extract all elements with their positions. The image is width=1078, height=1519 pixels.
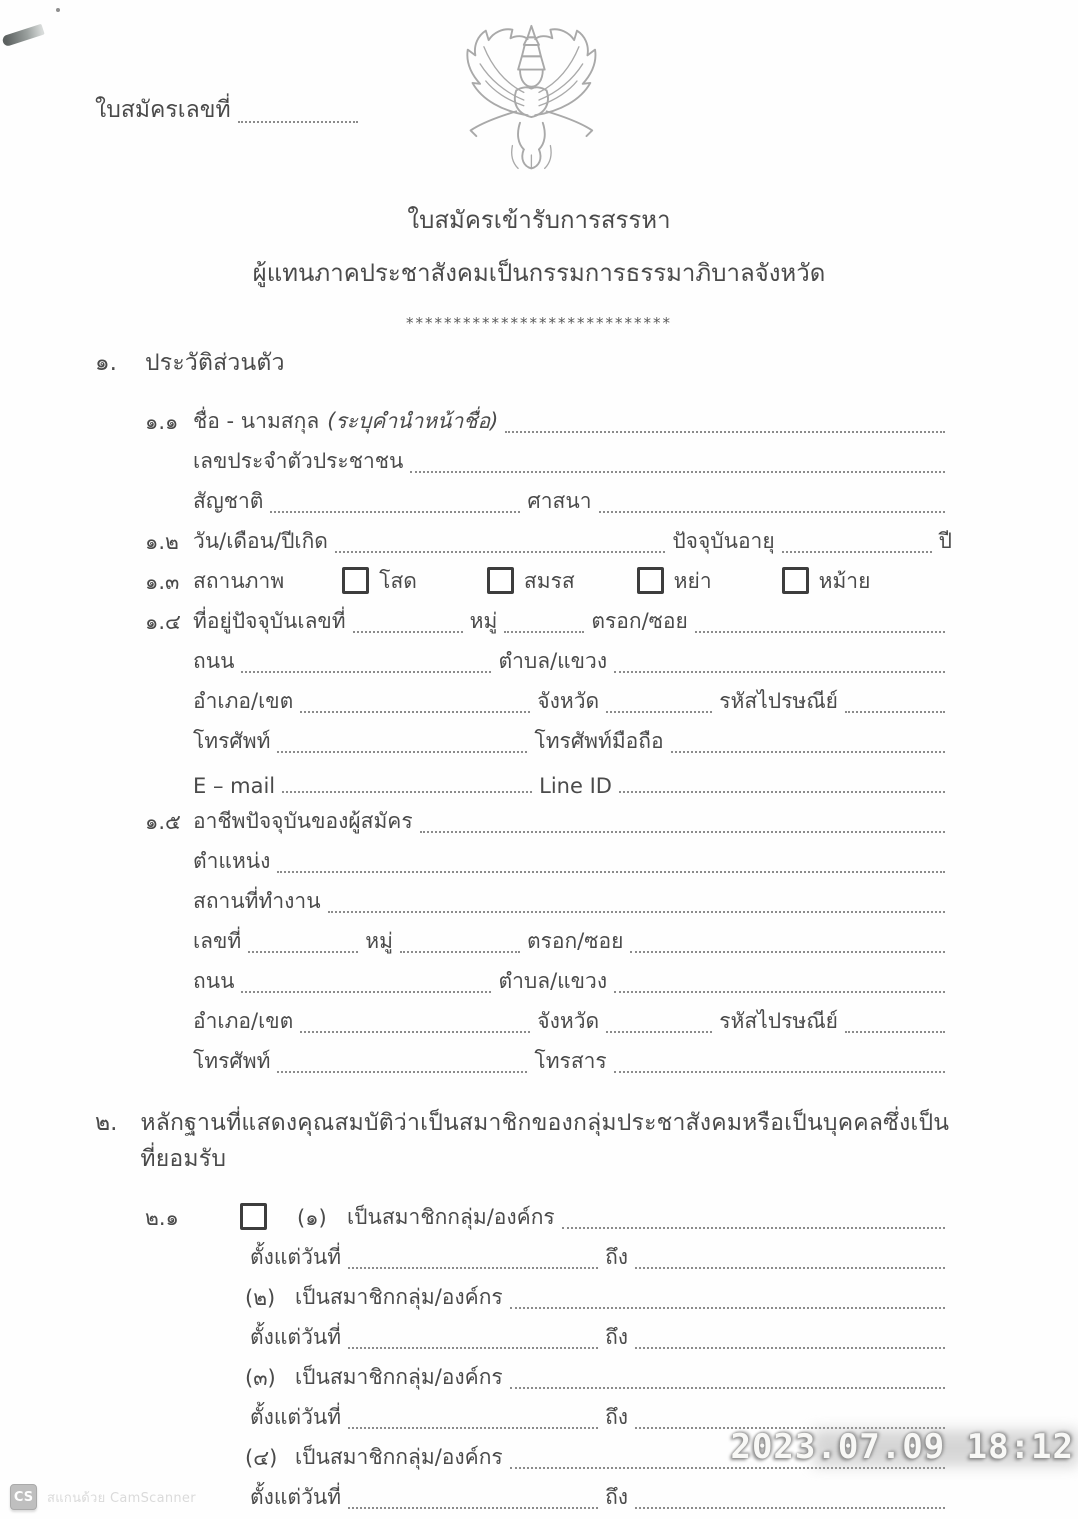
membership-1-dates <box>250 1235 952 1275</box>
section1-number: ๑. <box>95 350 117 376</box>
address-no-input[interactable] <box>353 629 463 633</box>
work-moo-label: หมู่ <box>365 929 393 953</box>
work-province-label: จังหวัด <box>537 1009 600 1033</box>
lineid-input[interactable] <box>619 789 945 793</box>
application-number-label: ใบสมัครเลขที่ <box>95 97 231 123</box>
application-number-field <box>95 92 365 129</box>
workplace-input[interactable] <box>328 909 945 913</box>
membership-2-from-input[interactable] <box>348 1345 598 1349</box>
road-label: ถนน <box>193 649 235 673</box>
membership-4-from-label: ตั้งแต่วันที่ <box>250 1485 342 1509</box>
work-moo-input[interactable] <box>400 949 520 953</box>
divorced-label: หย่า <box>673 569 712 593</box>
work-phone-label: โทรศัพท์ <box>193 1049 271 1073</box>
nationality-label: สัญชาติ <box>193 489 264 513</box>
section2-number: ๒. <box>95 1110 118 1136</box>
membership-row-1 <box>145 1195 952 1235</box>
current-age-label: ปัจจุบันอายุ <box>672 529 775 553</box>
field-row-birthdate <box>145 519 952 559</box>
status-option-married <box>487 565 575 599</box>
membership-4-to-label: ถึง <box>605 1485 629 1509</box>
field-row-occupation <box>145 799 952 839</box>
item-1-5-number: ๑.๕ <box>145 810 181 834</box>
email-label: E – mail <box>193 774 276 798</box>
field-row-position <box>193 839 952 879</box>
name-prefix-hint: (ระบุคำนำหน้าชื่อ) <box>327 409 499 433</box>
moo-input[interactable] <box>504 629 584 633</box>
section2-heading <box>95 1105 952 1177</box>
field-row-road <box>193 639 952 679</box>
work-soi-input[interactable] <box>630 949 945 953</box>
religion-input[interactable] <box>599 509 946 513</box>
name-label: ชื่อ - นามสกุล <box>193 409 320 433</box>
occupation-label: อาชีพปัจจุบันของผู้สมัคร <box>193 809 413 833</box>
camera-timestamp: 2023.07.09 18:12 <box>730 1427 1074 1467</box>
field-row-name <box>145 399 952 439</box>
subdistrict-input[interactable] <box>614 669 945 673</box>
work-soi-label: ตรอก/ซอย <box>526 929 624 953</box>
item-1-4-number: ๑.๔ <box>145 610 181 634</box>
work-subdistrict-label: ตำบล/แขวง <box>498 969 608 993</box>
membership-1-label: เป็นสมาชิกกลุ่ม/องค์กร <box>347 1205 555 1229</box>
asterisk-divider: **************************** <box>406 314 672 332</box>
membership-2-input[interactable] <box>510 1305 945 1309</box>
camscanner-logo-icon: CS <box>10 1484 37 1510</box>
membership-2-dates <box>250 1315 952 1355</box>
national-id-label: เลขประจำตัวประชาชน <box>193 449 404 473</box>
workplace-label: สถานที่ทำงาน <box>193 889 321 913</box>
province-label: จังหวัด <box>537 689 600 713</box>
membership-checkbox[interactable] <box>240 1203 267 1230</box>
membership-4-label: เป็นสมาชิกกลุ่ม/องค์กร <box>295 1445 503 1469</box>
membership-3-from-input[interactable] <box>348 1425 598 1429</box>
name-input[interactable] <box>505 429 945 433</box>
membership-row-2 <box>245 1275 952 1315</box>
membership-1-number: (๑) <box>297 1206 327 1230</box>
mobile-label: โทรศัพท์มือถือ <box>534 729 664 753</box>
membership-2-to-input[interactable] <box>635 1345 945 1349</box>
membership-2-label: เป็นสมาชิกกลุ่ม/องค์กร <box>295 1285 503 1309</box>
membership-4-to-input[interactable] <box>635 1505 945 1509</box>
item-1-3-number: ๑.๓ <box>145 570 180 594</box>
postcode-input[interactable] <box>845 709 945 713</box>
fax-input[interactable] <box>614 1069 945 1073</box>
membership-4-dates <box>250 1475 952 1515</box>
district-input[interactable] <box>300 709 530 713</box>
form-body <box>0 345 1078 1515</box>
postcode-label: รหัสไปรษณีย์ <box>719 689 838 713</box>
item-1-1-number: ๑.๑ <box>145 410 179 434</box>
marital-status-label: สถานภาพ <box>193 569 285 593</box>
field-row-work-address <box>193 919 952 959</box>
membership-1-to-input[interactable] <box>635 1265 945 1269</box>
divorced-checkbox[interactable] <box>637 567 664 594</box>
single-label: โสด <box>379 569 417 593</box>
camscanner-watermark <box>10 1484 196 1510</box>
membership-1-from-label: ตั้งแต่วันที่ <box>250 1245 342 1269</box>
form-title-line2: ผู้แทนภาคประชาสังคมเป็นกรรมการธรรมาภิบาลจังหวัด <box>252 259 826 287</box>
work-no-input[interactable] <box>248 949 358 953</box>
field-row-nationality-religion <box>193 479 952 519</box>
work-no-label: เลขที่ <box>193 929 242 953</box>
position-input[interactable] <box>277 869 945 873</box>
married-label: สมรส <box>523 569 575 593</box>
current-address-label: ที่อยู่ปัจจุบันเลขที่ <box>193 609 346 633</box>
birthdate-input[interactable] <box>335 549 665 553</box>
membership-1-from-input[interactable] <box>348 1265 598 1269</box>
subdistrict-label: ตำบล/แขวง <box>498 649 608 673</box>
road-input[interactable] <box>241 669 491 673</box>
year-unit-label: ปี <box>938 529 952 553</box>
field-row-email <box>193 759 952 799</box>
membership-3-label: เป็นสมาชิกกลุ่ม/องค์กร <box>295 1365 503 1389</box>
camscanner-text: สแกนด้วย CamScanner <box>47 1490 196 1506</box>
membership-3-number: (๓) <box>245 1366 276 1390</box>
item-1-2-number: ๑.๒ <box>145 530 179 554</box>
occupation-input[interactable] <box>420 829 945 833</box>
membership-1-input[interactable] <box>562 1225 945 1229</box>
work-postcode-input[interactable] <box>845 1029 945 1033</box>
soi-label: ตรอก/ซอย <box>591 609 688 633</box>
current-age-input[interactable] <box>782 549 932 553</box>
birthdate-label: วัน/เดือน/ปีเกิด <box>193 529 328 553</box>
status-option-single <box>342 565 417 599</box>
nationality-input[interactable] <box>270 509 520 513</box>
phone-label: โทรศัพท์ <box>193 729 271 753</box>
membership-3-from-label: ตั้งแต่วันที่ <box>250 1405 342 1429</box>
section2-title: หลักฐานที่แสดงคุณสมบัติว่าเป็นสมาชิกของกลุ่มประชาสังคมหรือเป็นบุคคลซึ่งเป็นที่ยอมรับ <box>140 1110 950 1172</box>
married-checkbox[interactable] <box>487 567 514 594</box>
section1-title: ประวัติส่วนตัว <box>145 350 285 376</box>
widowed-label: หม้าย <box>818 569 871 593</box>
membership-4-number: (๔) <box>245 1446 278 1470</box>
fax-label: โทรสาร <box>534 1049 607 1073</box>
field-row-id <box>193 439 952 479</box>
form-title-line1: ใบสมัครเข้ารับการสรรหา <box>407 206 671 234</box>
field-row-phone <box>193 719 952 759</box>
status-option-widowed <box>782 565 871 599</box>
lineid-label: Line ID <box>539 774 612 798</box>
work-district-input[interactable] <box>300 1029 530 1033</box>
position-label: ตำแหน่ง <box>193 849 271 873</box>
section1-heading <box>95 345 952 381</box>
item-2-1-number: ๒.๑ <box>145 1206 179 1230</box>
phone-input[interactable] <box>277 749 527 753</box>
work-postcode-label: รหัสไปรษณีย์ <box>719 1009 838 1033</box>
garuda-emblem-icon <box>436 24 626 180</box>
work-subdistrict-input[interactable] <box>614 989 945 993</box>
membership-2-from-label: ตั้งแต่วันที่ <box>250 1325 342 1349</box>
work-phone-input[interactable] <box>277 1069 527 1073</box>
status-option-divorced <box>637 565 712 599</box>
work-road-label: ถนน <box>193 969 235 993</box>
field-row-workplace <box>193 879 952 919</box>
field-row-work-road <box>193 959 952 999</box>
application-number-input[interactable] <box>238 119 358 123</box>
email-input[interactable] <box>282 789 532 793</box>
scan-dot-artifact <box>56 8 60 12</box>
religion-label: ศาสนา <box>527 489 592 513</box>
membership-4-from-input[interactable] <box>348 1505 598 1509</box>
province-input[interactable] <box>606 709 712 713</box>
moo-label: หมู่ <box>469 609 498 633</box>
membership-2-to-label: ถึง <box>605 1325 629 1349</box>
membership-1-to-label: ถึง <box>605 1245 629 1269</box>
form-header <box>0 200 1078 332</box>
field-row-work-district <box>193 999 952 1039</box>
scan-smudge-artifact <box>1 24 44 47</box>
membership-3-input[interactable] <box>510 1385 945 1389</box>
work-province-input[interactable] <box>606 1029 712 1033</box>
widowed-checkbox[interactable] <box>782 567 809 594</box>
mobile-input[interactable] <box>671 749 945 753</box>
field-row-district <box>193 679 952 719</box>
district-label: อำเภอ/เขต <box>193 689 294 713</box>
field-row-marital-status <box>145 559 952 599</box>
membership-3-to-label: ถึง <box>605 1405 629 1429</box>
soi-input[interactable] <box>695 629 945 633</box>
membership-2-number: (๒) <box>245 1286 276 1310</box>
membership-row-3 <box>245 1355 952 1395</box>
field-row-address <box>145 599 952 639</box>
work-district-label: อำเภอ/เขต <box>193 1009 294 1033</box>
single-checkbox[interactable] <box>342 567 369 594</box>
work-road-input[interactable] <box>241 989 491 993</box>
national-id-input[interactable] <box>410 469 945 473</box>
field-row-work-phone <box>193 1039 952 1079</box>
